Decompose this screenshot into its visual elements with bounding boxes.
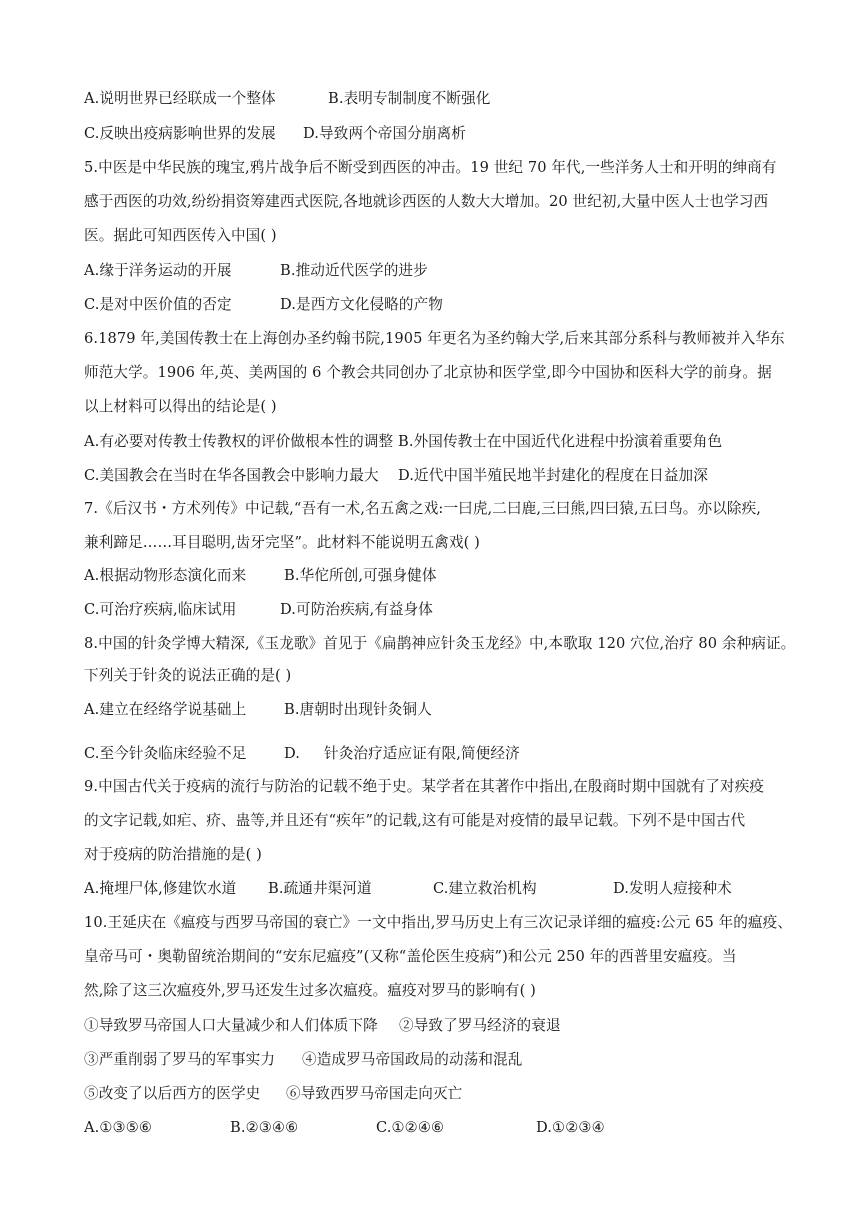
q4-option-d: D.导致两个帝国分崩离析 bbox=[303, 125, 466, 142]
q9-stem-line-2: 的文字记载,如疟、疥、蛊等,并且还有“疾年”的记载,这有可能是对疫情的最早记载。下列不是中国古代 bbox=[84, 812, 746, 829]
q6-stem-line-3: 以上材料可以得出的结论是( ) bbox=[84, 398, 277, 415]
q10-statement-4: ④造成罗马帝国政局的动荡和混乱 bbox=[302, 1051, 523, 1068]
q10-stem-line-3: 然,除了这三次瘟疫外,罗马还发生过多次瘟疫。瘟疫对罗马的影响有( ) bbox=[84, 982, 536, 999]
q10-option-d: D.①②③④ bbox=[536, 1119, 605, 1136]
q10-statements-row-3 bbox=[84, 1084, 462, 1104]
q6-stem-line-1: 6.1879 年,美国传教士在上海创办圣约翰书院,1905 年更名为圣约翰大学,后来其部分系科与教师被并入华东 bbox=[84, 330, 785, 347]
q10-statement-2: ②导致了罗马经济的衰退 bbox=[399, 1017, 561, 1034]
q8-option-a: A.建立在经络学说基础上 bbox=[84, 701, 247, 718]
q10-statement-1: ①导致罗马帝国人口大量减少和人们体质下降 bbox=[84, 1017, 378, 1034]
q5-options-row-1 bbox=[84, 261, 428, 281]
q6-stem-line-2: 师范大学。1906 年,英、美两国的 6 个教会共同创办了北京协和医学堂,即今中国协和医科大学的前身。据 bbox=[84, 364, 772, 381]
q9-option-d: D.发明人痘接种术 bbox=[613, 880, 732, 897]
q5-option-d: D.是西方文化侵略的产物 bbox=[280, 296, 443, 313]
q9-stem-line-3: 对于疫病的防治措施的是( ) bbox=[84, 846, 262, 863]
q6-option-d: D.近代中国半殖民地半封建化的程度在日益加深 bbox=[398, 467, 708, 484]
q9-options-row bbox=[84, 879, 732, 899]
q7-option-c: C.可治疗疾病,临床试用 bbox=[84, 601, 237, 618]
q5-option-b: B.推动近代医学的进步 bbox=[280, 262, 428, 279]
q9-option-b: B.疏通井渠河道 bbox=[268, 880, 372, 897]
q10-option-b: B.②③④⑥ bbox=[230, 1119, 299, 1136]
q10-statement-3: ③严重削弱了罗马的军事实力 bbox=[84, 1051, 276, 1068]
q5-stem-line-2: 感于西医的功效,纷纷捐资筹建西式医院,各地就诊西医的人数大大增加。20 世纪初,大量中医人士也学习西 bbox=[84, 193, 769, 210]
q7-option-d: D.可防治疾病,有益身体 bbox=[280, 601, 434, 618]
q8-option-d-text: 针灸治疗适应证有限,简便经济 bbox=[324, 745, 520, 762]
q7-stem-line-1: 7.《后汉书・方术列传》中记载,“吾有一术,名五禽之戏:一曰虎,二曰鹿,三曰熊,四曰猿,五曰鸟。亦以除疾, bbox=[84, 500, 762, 517]
q9-option-a: A.掩埋尸体,修建饮水道 bbox=[84, 880, 237, 897]
q10-option-c: C.①②④⑥ bbox=[376, 1119, 445, 1136]
q4-option-b: B.表明专制制度不断强化 bbox=[328, 90, 491, 107]
q8-stem-line-2: 下列关于针灸的说法正确的是( ) bbox=[84, 667, 292, 684]
q7-option-b: B.华佗所创,可强身健体 bbox=[284, 567, 437, 584]
q8-option-d-letter: D. bbox=[284, 745, 301, 762]
q8-option-c: C.至今针灸临床经验不足 bbox=[84, 745, 247, 762]
q8-option-b: B.唐朝时出现针灸铜人 bbox=[284, 701, 432, 718]
q9-stem-line-1: 9.中国古代关于疫病的流行与防治的记载不绝于史。某学者在其著作中指出,在殷商时期中国就有了对疾疫 bbox=[84, 778, 765, 795]
q9-option-c: C.建立救治机构 bbox=[433, 880, 537, 897]
q5-option-c: C.是对中医价值的否定 bbox=[84, 296, 232, 313]
q5-option-a: A.缘于洋务运动的开展 bbox=[84, 262, 232, 279]
q8-options-row-2 bbox=[84, 744, 520, 764]
q10-statement-6: ⑥导致西罗马帝国走向灭亡 bbox=[286, 1085, 463, 1102]
q8-options-row-1 bbox=[84, 700, 432, 720]
q10-option-a: A.①③⑤⑥ bbox=[84, 1119, 153, 1136]
q4-option-c: C.反映出疫病影响世界的发展 bbox=[84, 125, 276, 142]
q10-stem-line-2: 皇帝马可・奥勒留统治期间的“安东尼瘟疫”(又称“盖伦医生疫病”)和公元 250 年的西普里安瘟疫。当 bbox=[84, 948, 737, 965]
q4-options-row-2 bbox=[84, 124, 466, 144]
q10-statements-row-2 bbox=[84, 1050, 522, 1070]
q10-statement-5: ⑤改变了以后西方的医学史 bbox=[84, 1085, 261, 1102]
q7-options-row-2 bbox=[84, 600, 433, 620]
q4-option-a: A.说明世界已经联成一个整体 bbox=[84, 90, 276, 107]
q10-statements-row-1 bbox=[84, 1016, 561, 1036]
q4-options-row-1 bbox=[84, 89, 491, 109]
q5-stem-line-1: 5.中医是中华民族的瑰宝,鸦片战争后不断受到西医的冲击。19 世纪 70 年代,一些洋务人士和开明的绅商有 bbox=[84, 159, 777, 176]
q5-stem-line-3: 医。据此可知西医传入中国( ) bbox=[84, 227, 277, 244]
q6-options-row-1 bbox=[84, 432, 722, 452]
q10-options-row bbox=[84, 1118, 605, 1138]
q7-stem-line-2: 兼利蹄足……耳目聪明,齿牙完坚”。此材料不能说明五禽戏( ) bbox=[84, 534, 480, 551]
q6-option-c: C.美国教会在当时在华各国教会中影响力最大 bbox=[84, 467, 379, 484]
q6-option-b: B.外国传教士在中国近代化进程中扮演着重要角色 bbox=[398, 433, 723, 450]
q5-options-row-2 bbox=[84, 295, 443, 315]
q8-stem-line-1: 8.中国的针灸学博大精深,《玉龙歌》首见于《扁鹊神应针灸玉龙经》中,本歌取 120 穴位,治疗 80 余种病证。 bbox=[84, 635, 796, 652]
q6-options-row-2 bbox=[84, 466, 708, 486]
q7-option-a: A.根据动物形态演化而来 bbox=[84, 567, 247, 584]
q7-options-row-1 bbox=[84, 566, 437, 586]
q10-stem-line-1: 10.王延庆在《瘟疫与西罗马帝国的衰亡》一文中指出,罗马历史上有三次记录详细的瘟疫:公元 65 年的瘟疫、 bbox=[84, 914, 793, 931]
q6-option-a: A.有必要对传教士传教权的评价做根本性的调整 bbox=[84, 433, 394, 450]
